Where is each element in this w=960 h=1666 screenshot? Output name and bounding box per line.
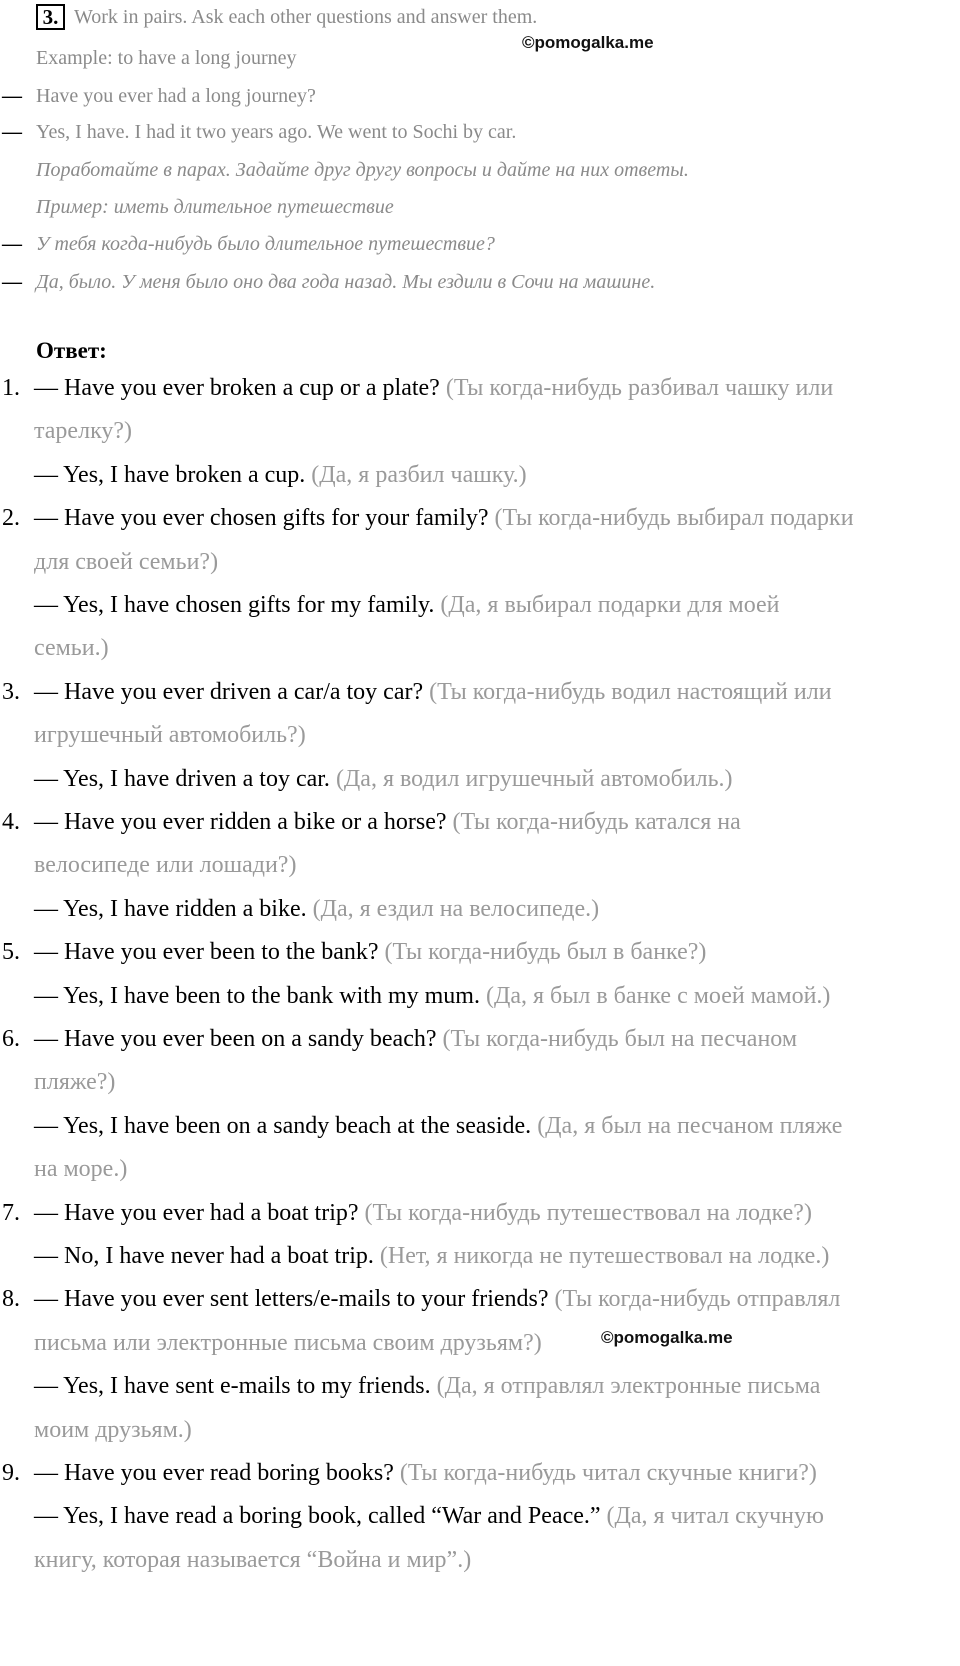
task-instruction: Work in pairs. Ask each other questions and answer them. (74, 6, 538, 28)
answer-heading: Ответ: (36, 338, 107, 363)
english-text: — Yes, I have ridden a bike. (34, 896, 307, 922)
line-text (34, 1450, 817, 1496)
russian-translation: (Да, я ездил на велосипеде.) (306, 896, 600, 922)
russian-translation: письма или электронные письма своим друзьям?) (34, 1330, 542, 1356)
russian-translation: (Нет, я никогда не путешествовал на лодке.) (373, 1243, 830, 1269)
russian-translation: (Ты когда-нибудь катался на (446, 809, 741, 835)
line-text (34, 539, 218, 585)
russian-translation: книгу, которая называется “Война и мир”.) (34, 1547, 472, 1573)
line-text (34, 669, 832, 715)
russian-translation: (Да, я водил игрушечный автомобиль.) (329, 766, 733, 792)
russian-translation: (Да, я отправлял электронные письма (430, 1373, 821, 1399)
english-text: — Have you ever broken a cup or a plate? (34, 375, 440, 401)
item-number: 2. (2, 505, 20, 531)
example-answer: Yes, I have. I had it two years ago. We went to Sochi by car. (36, 121, 517, 143)
english-text: — No, I have never had a boat trip. (34, 1243, 374, 1269)
russian-translation: (Ты когда-нибудь разбивал чашку или (439, 375, 834, 401)
russian-translation: (Да, я разбил чашку.) (305, 462, 527, 488)
english-text: — Have you ever read boring books? (34, 1460, 394, 1486)
russian-translation: для своей семьи?) (34, 549, 219, 575)
russian-translation: игрушечный автомобиль?) (34, 722, 306, 748)
line-text (34, 452, 527, 498)
russian-translation: семьи.) (34, 635, 109, 661)
english-text: — Yes, I have sent e-mails to my friends. (34, 1373, 431, 1399)
item-number: 5. (2, 939, 20, 965)
russian-translation: (Да, я был на песчаном пляже (531, 1113, 843, 1139)
line-text (34, 1146, 127, 1192)
line-text (34, 1016, 797, 1062)
item-number: 7. (2, 1200, 20, 1226)
english-text: — Have you ever driven a car/a toy car? (34, 679, 424, 705)
line-text (34, 582, 780, 628)
english-text: — Yes, I have chosen gifts for my family. (34, 592, 435, 618)
ru-example-a-dash: — (2, 271, 22, 293)
item-number: 9. (2, 1460, 20, 1486)
task-number: 3. (36, 4, 65, 30)
item-number: 3. (2, 679, 20, 705)
line-text (34, 408, 132, 454)
example-q-dash: — (2, 85, 22, 107)
russian-translation: (Да, я был в банке с моей мамой.) (479, 983, 831, 1009)
russian-translation: (Ты когда-нибудь читал скучные книги?) (393, 1460, 817, 1486)
item-number: 6. (2, 1026, 20, 1052)
line-text (34, 1407, 192, 1453)
ru-example-q-dash: — (2, 233, 22, 255)
line-text (34, 1059, 115, 1105)
english-text: — Yes, I have been on a sandy beach at the seaside. (34, 1113, 532, 1139)
english-text: — Yes, I have broken a cup. (34, 462, 306, 488)
russian-translation: (Ты когда-нибудь был в банке?) (378, 939, 707, 965)
russian-translation: на море.) (34, 1156, 128, 1182)
english-text: — Have you ever sent letters/e-mails to your friends? (34, 1286, 549, 1312)
line-text (34, 1190, 812, 1236)
item-number: 4. (2, 809, 20, 835)
russian-translation: (Ты когда-нибудь водил настоящий или (423, 679, 832, 705)
russian-translation: (Ты когда-нибудь отправлял (548, 1286, 841, 1312)
ru-example-label: Пример: иметь длительное путешествие (36, 196, 394, 218)
russian-translation: пляже?) (34, 1069, 116, 1095)
line-text (34, 625, 109, 671)
english-text: — Yes, I have been to the bank with my mum. (34, 983, 480, 1009)
english-text: — Have you ever been to the bank? (34, 939, 379, 965)
line-text (34, 1493, 824, 1539)
line-text (34, 1320, 542, 1366)
ru-example-question: У тебя когда-нибудь было длительное путешествие? (36, 233, 495, 255)
line-text (34, 712, 306, 758)
english-text: — Have you ever chosen gifts for your family? (34, 505, 489, 531)
ru-example-answer: Да, было. У меня было оно два года назад. Мы ездили в Сочи на машине. (36, 271, 656, 293)
item-number: 8. (2, 1286, 20, 1312)
line-text (34, 973, 830, 1019)
russian-translation: моим друзьям.) (34, 1417, 192, 1443)
line-text (34, 1233, 829, 1279)
russian-translation: тарелку?) (34, 418, 133, 444)
line-text (34, 929, 706, 975)
line-text (34, 799, 741, 845)
english-text: — Have you ever ridden a bike or a horse? (34, 809, 447, 835)
line-text (34, 365, 833, 411)
english-text: — Have you ever had a boat trip? (34, 1200, 359, 1226)
russian-translation: (Да, я читал скучную (600, 1503, 824, 1529)
russian-translation: (Ты когда-нибудь выбирал подарки (488, 505, 854, 531)
watermark: ©pomogalka.me (522, 33, 654, 52)
line-text (34, 1537, 471, 1583)
russian-translation: (Ты когда-нибудь путешествовал на лодке?) (358, 1200, 812, 1226)
english-text: — Yes, I have read a boring book, called “War and Peace.” (34, 1503, 601, 1529)
line-text (34, 1363, 820, 1409)
example-question: Have you ever had a long journey? (36, 85, 316, 107)
line-text (34, 495, 854, 541)
watermark: ©pomogalka.me (601, 1328, 733, 1347)
line-text (34, 756, 733, 802)
line-text (34, 842, 296, 888)
example-label: Example: to have a long journey (36, 47, 297, 69)
ru-instruction: Поработайте в парах. Задайте друг другу вопросы и дайте на них ответы. (36, 159, 689, 181)
russian-translation: (Да, я выбирал подарки для моей (434, 592, 780, 618)
line-text (34, 886, 599, 932)
line-text (34, 1276, 840, 1322)
russian-translation: (Ты когда-нибудь был на песчаном (436, 1026, 798, 1052)
english-text: — Yes, I have driven a toy car. (34, 766, 330, 792)
example-a-dash: — (2, 121, 22, 143)
russian-translation: велосипеде или лошади?) (34, 852, 297, 878)
english-text: — Have you ever been on a sandy beach? (34, 1026, 437, 1052)
item-number: 1. (2, 375, 20, 401)
line-text (34, 1103, 842, 1149)
